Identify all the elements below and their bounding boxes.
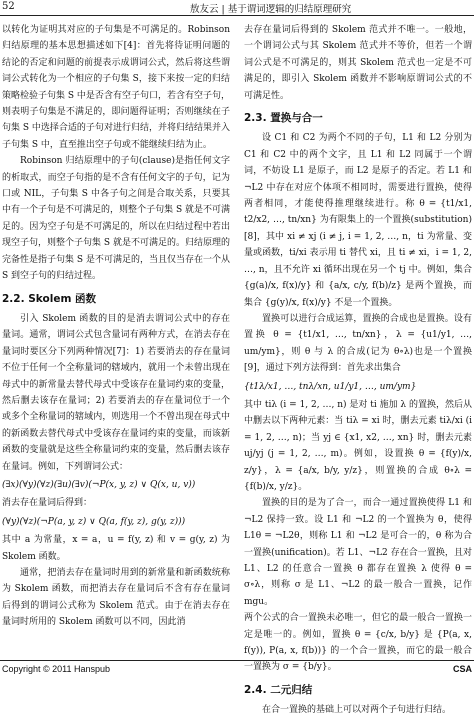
paragraph: 置换的目的是为了合一，而合一通过置换使得 L1 和 ¬L2 保持一致。设 L1 和 ¬L2 的一个置换为 θ，使得 L1θ = ¬L2θ，则称 L1 和 ¬L2 是可合一的，θ 称为合一置换(unification)。若 L1、¬L2 存在合一置换，且对 L1、L2 的任意合一置换 θ 都存在置换 λ 使得 θ = σ∘λ，则称 σ 是 L1、¬L2 的最一般合一置换，记作 mgu。 — [244, 498, 472, 607]
header-rule — [0, 15, 474, 16]
right-column — [244, 22, 472, 719]
paragraph: 以转化为证明其对应的子句集是不可满足的。Robinson 归结原理的基本思想描述如下[4]：首先将待证明问题的结论的否定和问题的前提表示成谓词公式，然后将这些谓词公式转化为一个相应的子句集 S，接下来按一定的归结策略检验子句集 S 中是否含有空子句口，若含有空子句，则表明子句集是不满足的，即问题得证明；否则继续在子句集 S 中选择合适的子句对进行归结，并将归结结果并入子句集 S 中，直至推出空子句或不能继续归结为止。 — [2, 25, 230, 150]
running-title: 敖友云 | 基于谓词逻辑的归结原理研究 — [190, 4, 352, 15]
paragraph: 其中 tiλ (i = 1, 2, …, n) 是对 ti 施加 λ 的置换，然后从中删去以下两种元素：当 tiλ = xi 时，删去元素 tiλ/xi (i = 1, 2, …, n)；当 yj ∈ {x1, x2, …, xn} 时，删去元素 uj/yj (j = 1, 2, …, m)。例如，设置换 θ = {f(y)/x, z/y}，λ = {a/x, b/y, y/z}，则置换的合成 θ∘λ = {f(b)/x, y/z}。 — [244, 399, 473, 492]
paragraph: Robinson 归结原理中的子句(clause)是指任何文字的析取式，而空子句指的是不含有任何文字的子句，记为口或 NIL，子句集 S 中各子句之间是合取关系，只要其中有一个子句是不可满足的，则整个子句集 S 就是不可满足的。因为空子句是不可满足的，所以在归结过程中若出现空子句，则整个子句集 S 就是不可满足的。归结原理的完备性是指子句集 S 是不可满足的，当且仅当存在一个从 S 到空子句的归结过程。 — [2, 156, 230, 282]
paragraph: 两个公式的合一置换未必唯一，但它的最一般合一置换一定是唯一的。例如，置换 θ = {c/x, b/y} 是 {P(a, x, f(y)), P(a, x, f(b))} 的一个合一置换，而它的最一般合一置换为 σ = {b/y}。 — [244, 613, 472, 673]
section-heading-skolem: 2.2. Skolem 函数 — [2, 292, 97, 305]
paragraph: 消去存在量词后得到： — [2, 498, 93, 509]
paragraph: 引入 Skolem 函数的目的是消去谓词公式中的存在量词。通常，谓词公式包含量词有两种方式，在消去存在量词时要区分下列两种情况[7]：1) 若要消去的存在量词不位于任何一个全称量词的辖域内，就用一个未曾出现在母式中的新常量去替代母式中受该存在量词约束的变量，然后删去该存在量词；2) 若要消去的存在量词位于一个或多个全称量词的辖域内，则选用一个不曾出现在母式中的新函数去替代母式中受该存在量词约束的变量，而该新函数的变量就是这些全称量词约束的变量，然后删去该存在量词。例如，下列谓词公式： — [2, 313, 230, 472]
journal-abbrev: CSA — [452, 664, 472, 674]
formula: (∃x)(∀y)(∀z)(∃u)(∃v)(¬P(x, y, z) ∨ Q(x, u, v)) — [2, 479, 196, 490]
paragraph: 置换可以进行合成运算，置换的合成也是置换。设有置换 θ = {t1/x1, …, tn/xn}，λ = {u1/y1, …, um/ym}，则 θ 与 λ 的合成(记为 θ∘λ)也是一个置换[9]，通过下列方法得到：首先求出集合 — [244, 313, 472, 374]
section-heading-substitution: 2.3. 置换与合一 — [244, 112, 323, 125]
section-heading-binary-resolution: 2.4. 二元归结 — [244, 683, 313, 696]
paragraph: 去存在量词后得到的 Skolem 范式并不唯一。一般地，一个谓词公式与其 Skolem 范式并不等价，但若一个谓词公式是不可满足的，则其 Skolem 范式也一定是不可满足的，即引入 Skolem 函数并不影响原谓词公式的不可满足性。 — [244, 25, 472, 101]
page-number: 52 — [2, 1, 15, 12]
page-header — [0, 0, 474, 16]
paragraph: 其中 a 为常量，x = a，u = f(y, z) 和 v = g(y, z) 为 Skolem 函数。 — [2, 535, 230, 562]
copyright: Copyright © 2011 Hanspub — [2, 664, 111, 674]
paragraph: 在合一置换的基础上可以对两个子句进行归结。 — [262, 705, 452, 716]
paragraph: 通常，把消去存在量词时用到的新常量和新函数统称为 Skolem 函数，而把消去存在量词后不含有存在量词后得到的谓词公式称为 Skolem 范式。由于在消去存在量词时所用的 Skolem 函数可以不同，因此消 — [2, 568, 230, 628]
formula: (∀y)(∀z)(¬P(a, y, z) ∨ Q(a, f(y, z), g(y, z))) — [2, 516, 186, 527]
formula: {t1λ/x1, …, tnλ/xn, u1/y1, …, um/ym} — [244, 381, 417, 392]
footer-rule — [0, 660, 474, 661]
left-column — [2, 22, 230, 631]
paragraph: 设 C1 和 C2 为两个不同的子句，L1 和 L2 分别为 C1 和 C2 中的两个文字，且 L1 和 L2 同属于一个谓词，不妨设 L1 是原子，而 L2 是原子的否定。若 L1 和 ¬L2 中存在对应个体项不相同时，需要进行置换，使得两者相同，才能使得推理继续进行。称 θ = {t1/x1, t2/x2, …, tn/xn} 为有限集上的一个置换(substitution)[8]，其中 xi ≠ xj (i ≠ j, i = 1, 2, …, n，ti 为常量、变量或函数，ti/xi 表示用 ti 替代 xi，且 ti ≠ xi，i = 1, 2, …, n，且不允许 xi 循环出现在另一个 tj 中。例如，集合 {g(a)/x, f(x)/y} 和 {a/x, c/y, f(b)/z} 是两个置换，而集合 {g(y)/x, f(x)/y} 不是一个置换。 — [244, 133, 472, 308]
